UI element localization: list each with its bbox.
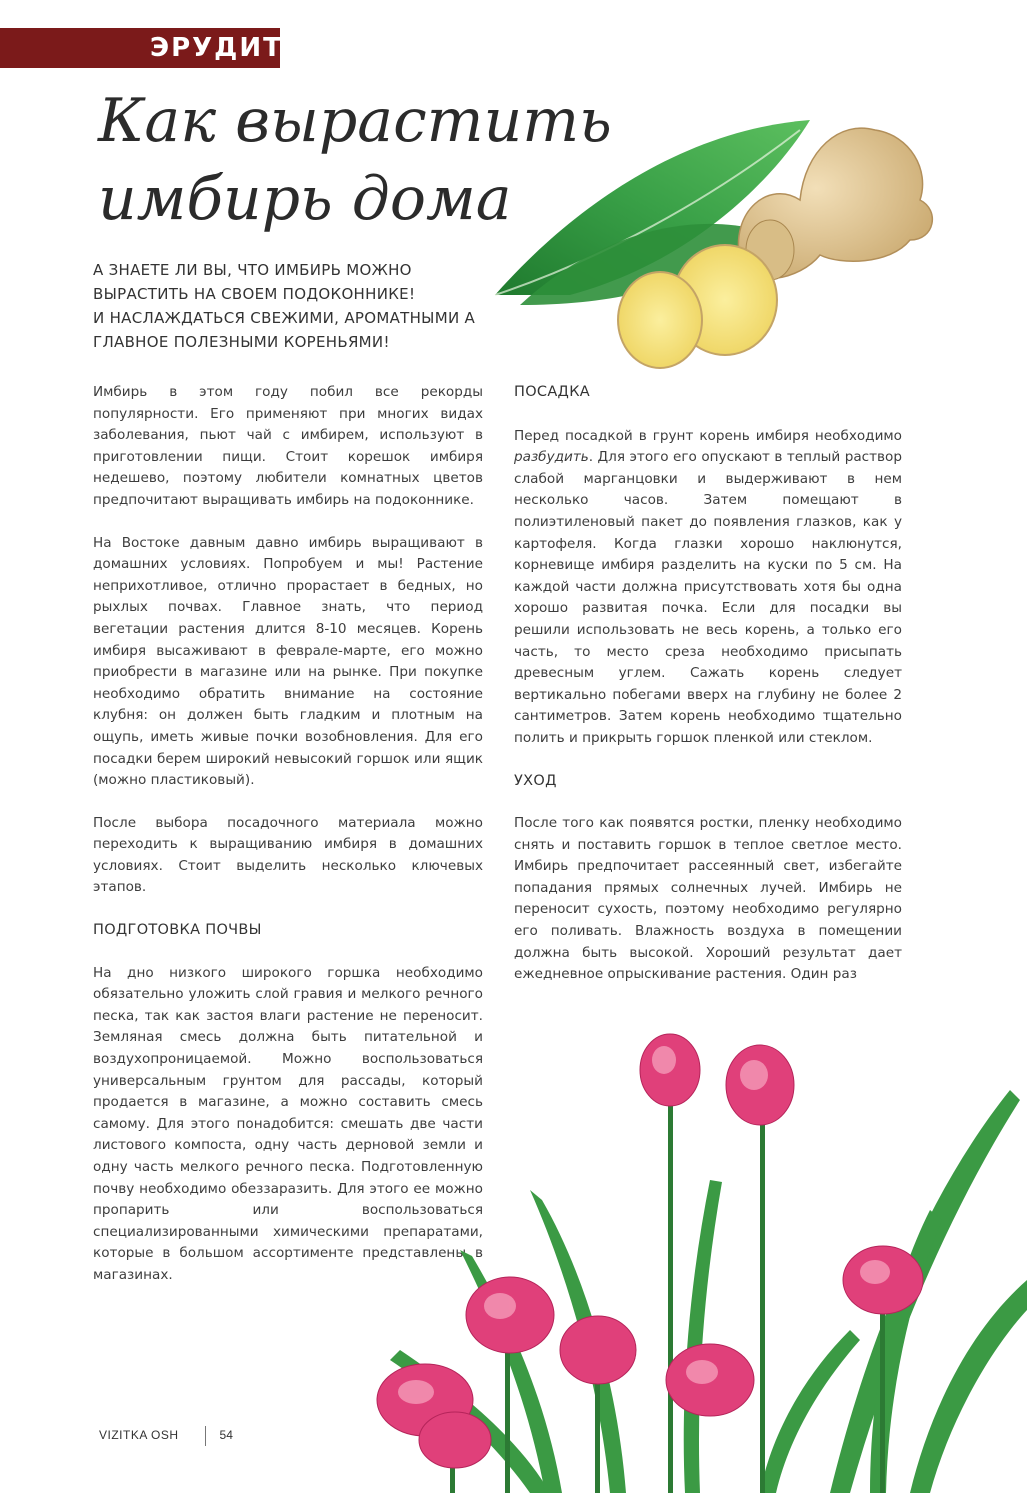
lead-line: ГЛАВНОЕ ПОЛЕЗНЫМИ КОРЕНЬЯМИ! xyxy=(93,333,390,351)
section-tag: ЭРУДИТ xyxy=(0,28,280,68)
subheading-planting: ПОСАДКА xyxy=(514,384,591,400)
lead-line: А ЗНАЕТЕ ЛИ ВЫ, ЧТО ИМБИРЬ МОЖНО xyxy=(93,261,412,279)
magazine-brand: VIZITKA OSH xyxy=(99,1428,179,1442)
page-number: 54 xyxy=(219,1428,233,1442)
flower-bract xyxy=(560,1316,636,1384)
plant-stem xyxy=(505,1330,510,1493)
text-run: Перед посадкой в грунт корень имбиря необходимо xyxy=(514,427,902,444)
subheading-soil: ПОДГОТОВКА ПОЧВЫ xyxy=(93,922,262,939)
flower-highlight xyxy=(398,1380,434,1404)
flower-bract xyxy=(419,1412,491,1468)
flower-highlight xyxy=(686,1360,718,1384)
emphasis-text: разбудить xyxy=(514,449,589,466)
text-run: . Для этого его опускают в теплый раствор слабой марганцовки и выдерживают в нем несколько часов. Затем помещают в полиэтиленовый пакет до появления глазков, как у картофеля. Когда глазки хорошо наклюнутся, корневище имбиря разделить на куски по 5 см. На каждой части должна присутствовать хотя бы одна хорошо развитая почка. Если для посадки вы решили использовать не весь корень, а только его часть, то место среза необходимо присыпать древесным углем. Сажать корень следует вертикально побегами вверх на глубину не более 2 сантиметров. Затем корень необходимо тщательно полить и прикрыть горшок пленкой или стеклом. xyxy=(514,449,902,746)
plant-leaf xyxy=(910,1280,1027,1493)
ginger-slice xyxy=(618,272,702,368)
body-paragraph: Имбирь в этом году побил все рекорды популярности. Его применяют при многих видах заболевания, пьют чай с имбирем, используют в приготовлении пищи. Стоит корешок имбиря недешево, поэтому любители комнатных цветов предпочитают выращивать имбирь на подоконнике. xyxy=(93,384,483,508)
lead-paragraph xyxy=(93,258,503,354)
plant-stem xyxy=(760,1100,765,1493)
body-paragraph: После того как появятся ростки, пленку необходимо снять и поставить горшок в теплое светлое место. Имбирь предпочитает рассеянный свет, избегайте попадания прямых солнечных лучей. Имбирь не переносит сухость, поэтому необходимо регулярно его поливать. Влажность воздуха в помещении должна быть высокой. Хороший результат дает ежедневное опрыскивание растения. Один раз xyxy=(514,815,902,983)
flower-highlight xyxy=(652,1046,676,1074)
page-footer xyxy=(99,1423,233,1447)
body-paragraph: На Востоке давным давно имбирь выращивают в домашних условиях. Попробуем и мы! Растение неприхотливое, отлично прорастает в бедных, но рыхлых почвах. Главное знать, что период вегетации растения длится 8-10 месяцев. Корень имбиря высаживают в феврале-марте, его можно приобрести в магазине или на рынке. При покупке необходимо обратить внимание на состояние клубня: он должен быть гладким и плотным на ощупь, иметь живые почки возобновления. Для его посадки берем широкий невысокий горшок или ящик (можно пластиковый). xyxy=(93,534,483,789)
plant-stem xyxy=(668,1090,673,1493)
title-line: имбирь дома xyxy=(98,164,512,234)
flower-highlight xyxy=(860,1260,890,1284)
lead-line: И НАСЛАЖДАТЬСЯ СВЕЖИМИ, АРОМАТНЫМИ А xyxy=(93,309,476,327)
body-paragraph: После выбора посадочного материала можно переходить к выращиванию имбиря в домашних условиях. Стоит выделить несколько ключевых этапов. xyxy=(93,814,483,896)
footer-divider xyxy=(205,1426,206,1446)
flower-highlight xyxy=(484,1293,516,1319)
subheading-care: УХОД xyxy=(514,772,557,789)
flowers-illustration xyxy=(330,1030,1027,1493)
ginger-illustration xyxy=(480,90,950,380)
right-column xyxy=(514,382,902,1007)
plant-leaf xyxy=(684,1180,722,1493)
flower-highlight xyxy=(740,1060,768,1090)
title-line: Как вырастить xyxy=(98,86,612,156)
plant-stem xyxy=(880,1290,885,1493)
body-paragraph: На дно низкого широкого горшка необходимо обязательно уложить слой гравия и мелкого речного песка, так как застоя влаги растение не переносит. Земляная смесь должна быть питательной и воздухопроницаемой. Можно воспользоваться универсальным грунтом для рассады, который продается в магазине, а можно составить смесь самому. Для этого понадобится: смешать две части листового компоста, одну часть дерновой земли и одну часть мелкого речного песка. Подготовленную почву необходимо обеззаразить. Для этого ее можно пропарить или воспользоваться специализированными химическими препаратами, которые в большом ассортименте представлены в магазинах. xyxy=(93,964,483,1283)
lead-line: ВЫРАСТИТЬ НА СВОЕМ ПОДОКОННИКЕ! xyxy=(93,285,416,303)
body-paragraph xyxy=(514,426,902,750)
